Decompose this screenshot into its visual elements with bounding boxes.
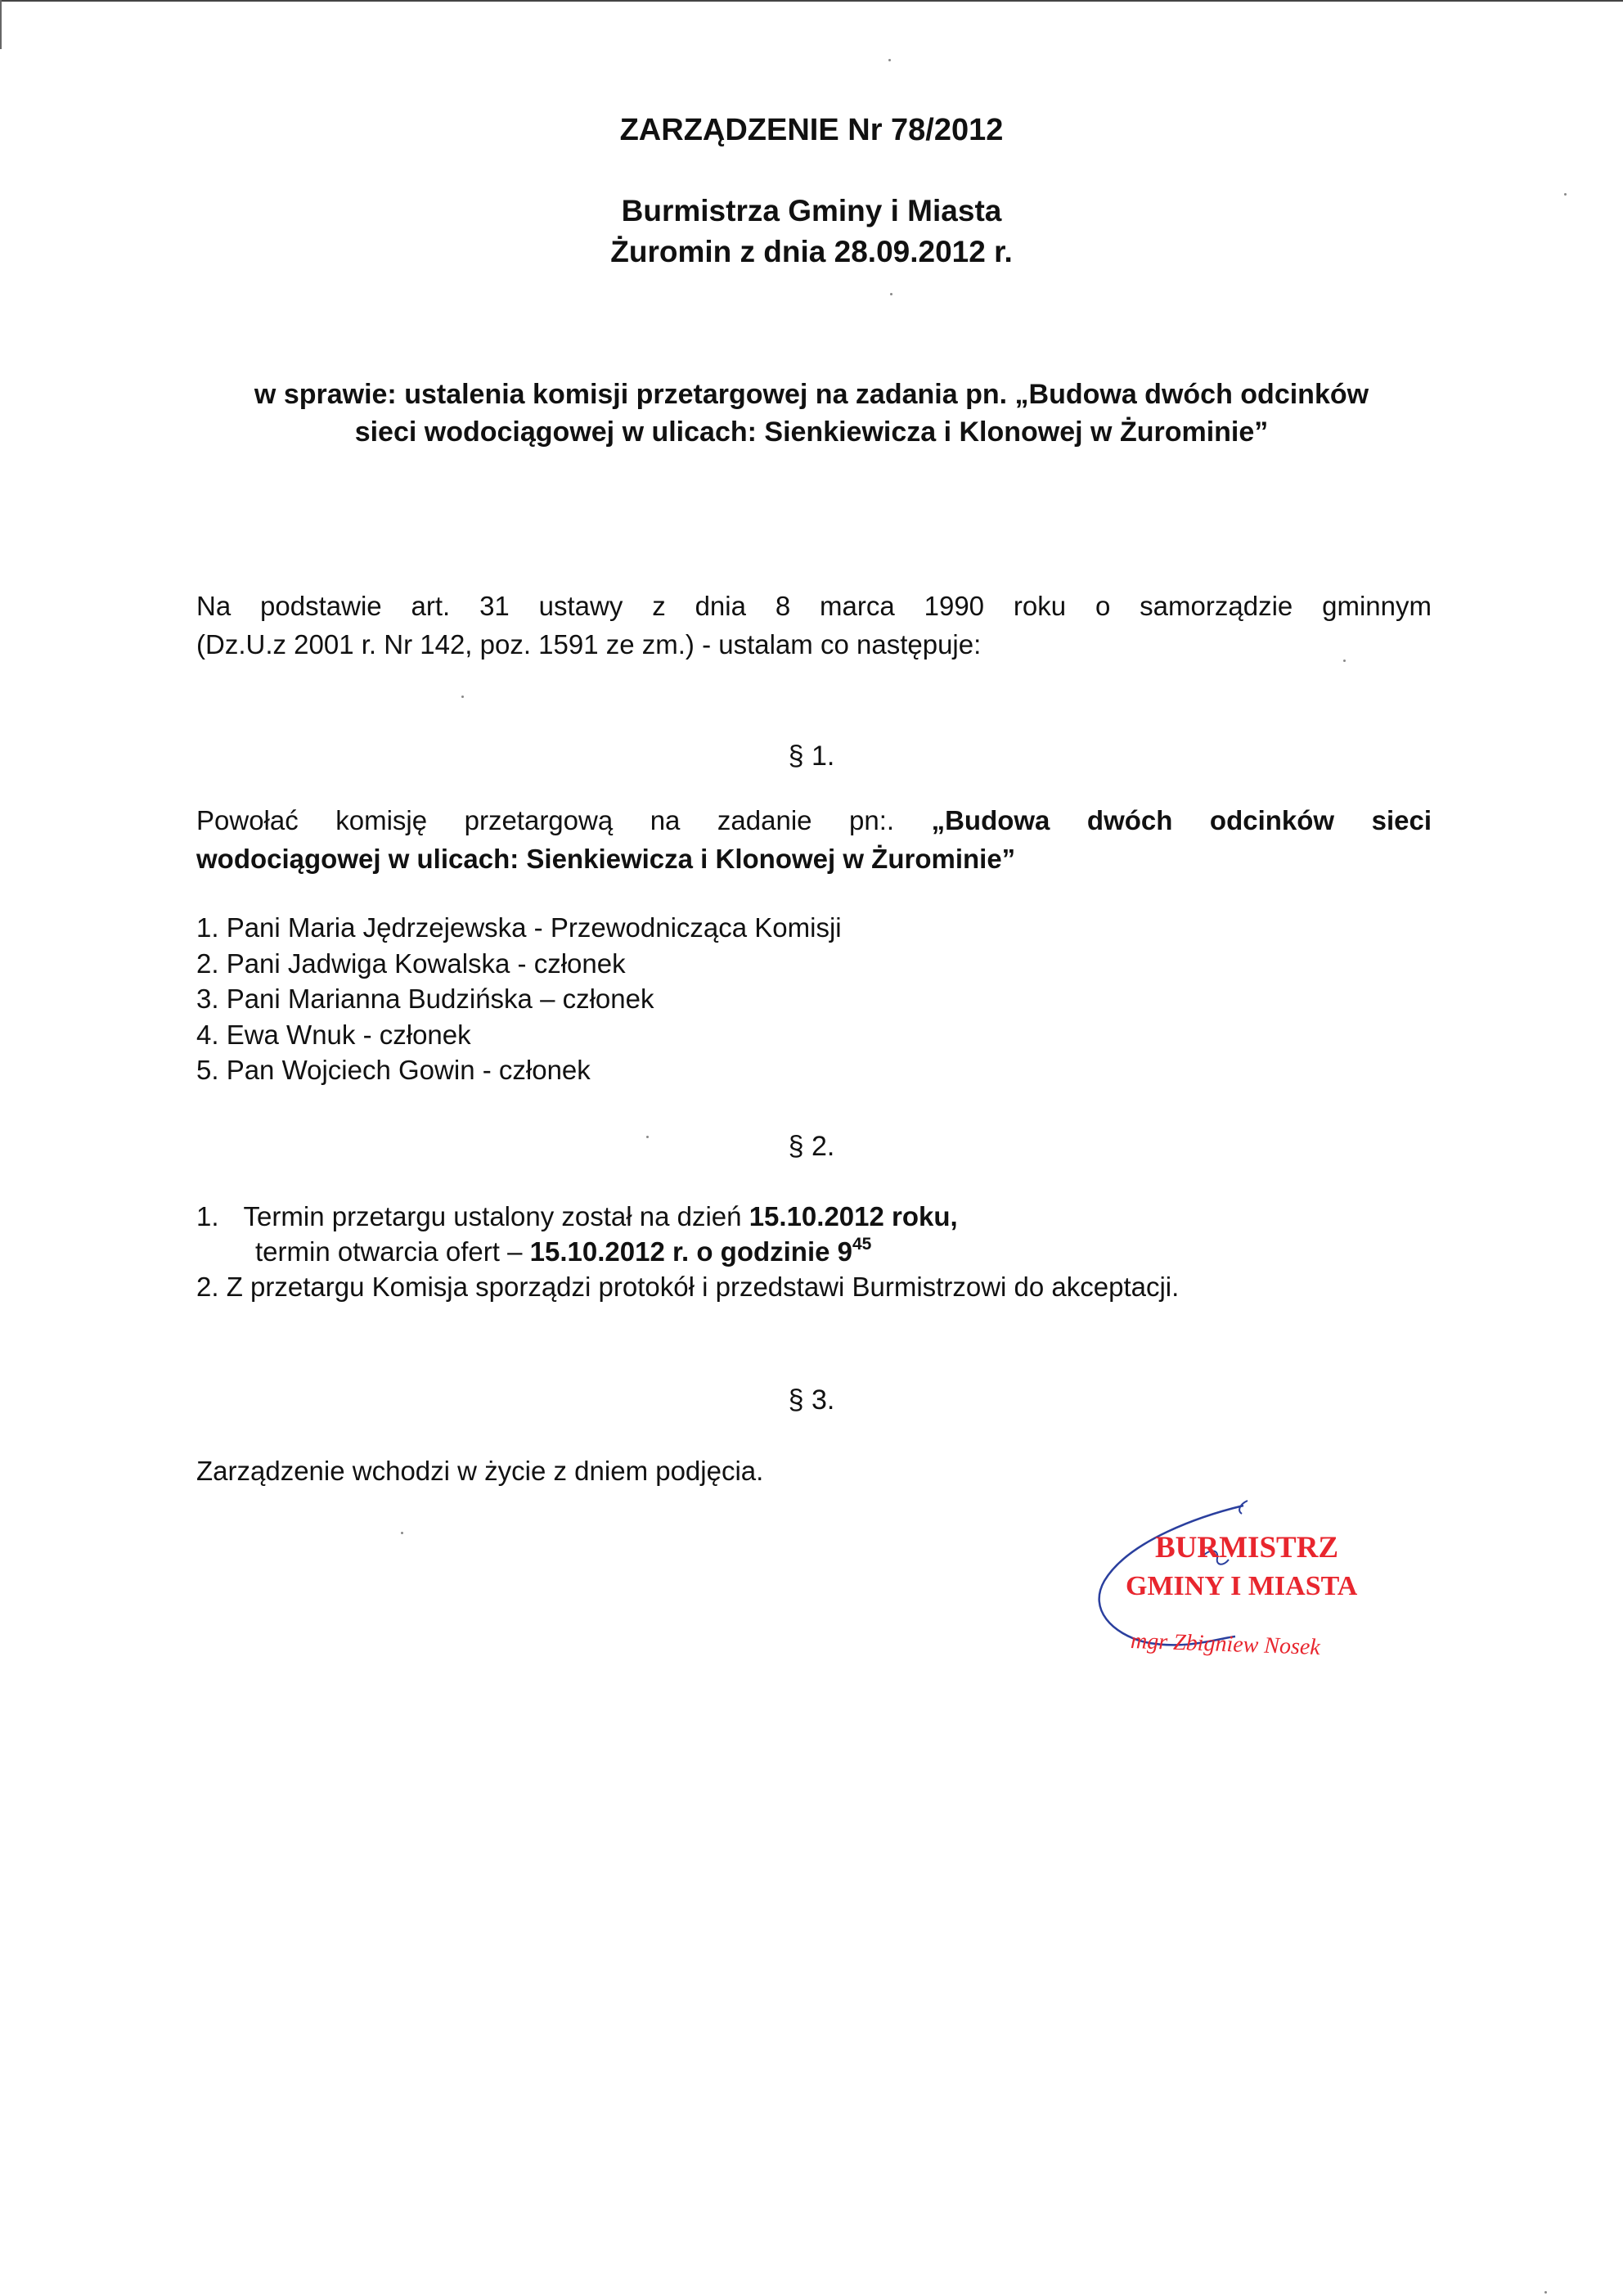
scan-speck <box>401 1532 403 1534</box>
legal-basis-line-2: (Dz.U.z 2001 r. Nr 142, poz. 1591 ze zm.) - ustalam co następuje: <box>196 629 982 660</box>
list-item: 5. Pan Wojciech Gowin - członek <box>196 1055 591 1085</box>
section-3-text: Zarządzenie wchodzi w życie z dniem podjęcia. <box>196 1456 764 1486</box>
scan-speck <box>888 59 891 61</box>
section-2-heading: § 2. <box>788 1131 835 1162</box>
scan-speck <box>1544 2291 1547 2294</box>
stamp-line-1: BURMISTRZ <box>1155 1531 1339 1564</box>
section-2-item-1-line-2 <box>196 1234 1179 1269</box>
legal-basis-line-1: Na podstawie art. 31 ustawy z dnia 8 marca 1990 roku o samorządzie gminnym <box>196 591 1432 621</box>
section-1-intro-plain: Powołać komisję przetargową na zadanie pn:. <box>196 805 895 835</box>
committee-members-list <box>196 910 842 1088</box>
list-item: 4. Ewa Wnuk - członek <box>196 1019 471 1050</box>
official-stamp <box>1080 1491 1423 1679</box>
list-item: 1. Pani Maria Jędrzejewska - Przewodnicząca Komisji <box>196 912 842 943</box>
document-title: ZARZĄDZENIE Nr 78/2012 <box>619 113 1004 147</box>
subject-line-2: sieci wodociągowej w ulicach: Sienkiewicza i Klonowej w Żurominie” <box>354 416 1269 448</box>
section-2-item-1-text: Termin przetargu ustalony został na dzień <box>243 1201 742 1231</box>
scan-edge-left <box>0 0 2 49</box>
subject-line-1: w sprawie: ustalenia komisji przetargowej na zadania pn. „Budowa dwóch odcinków <box>254 379 1369 410</box>
scan-edge-top <box>0 0 1623 2</box>
scan-speck <box>646 1136 649 1138</box>
list-item: 3. Pani Marianna Budzińska – członek <box>196 984 654 1014</box>
section-2-item-1 <box>196 1199 1179 1234</box>
stamp-signature-name: mgr Zbigniew Nosek <box>1130 1627 1321 1661</box>
section-2-item-1-line-2-date: 15.10.2012 r. o godzinie 9 <box>529 1236 852 1267</box>
issuer-line-1: Burmistrza Gminy i Miasta <box>621 194 1002 227</box>
section-2-body <box>196 1199 1179 1304</box>
section-2-item-2: 2. Z przetargu Komisja sporządzi protokół i przedstawi Burmistrzowi do akceptacji. <box>196 1272 1180 1302</box>
issuer-line-2: Żuromin z dnia 28.09.2012 r. <box>610 235 1013 268</box>
section-2-time-minutes: 45 <box>852 1235 872 1254</box>
scan-speck <box>461 696 464 698</box>
stamp-line-2: GMINY I MIASTA <box>1126 1571 1358 1601</box>
section-2-item-1-number: 1. <box>196 1201 219 1231</box>
section-2-item-1-line-2-text: termin otwarcia ofert – <box>255 1236 523 1267</box>
scan-speck <box>890 293 892 295</box>
section-1-intro <box>196 805 1432 836</box>
scan-speck <box>1564 193 1567 196</box>
section-1-intro-line-2: wodociągowej w ulicach: Sienkiewicza i Klonowej w Żurominie” <box>196 844 1016 874</box>
section-1-intro-bold: „Budowa dwóch odcinków sieci <box>931 805 1432 835</box>
list-item: 2. Pani Jadwiga Kowalska - członek <box>196 948 626 979</box>
scan-speck <box>1343 660 1346 662</box>
section-1-heading: § 1. <box>788 741 835 772</box>
section-2-item-1-date: 15.10.2012 roku, <box>749 1201 958 1231</box>
section-3-heading: § 3. <box>788 1384 835 1416</box>
